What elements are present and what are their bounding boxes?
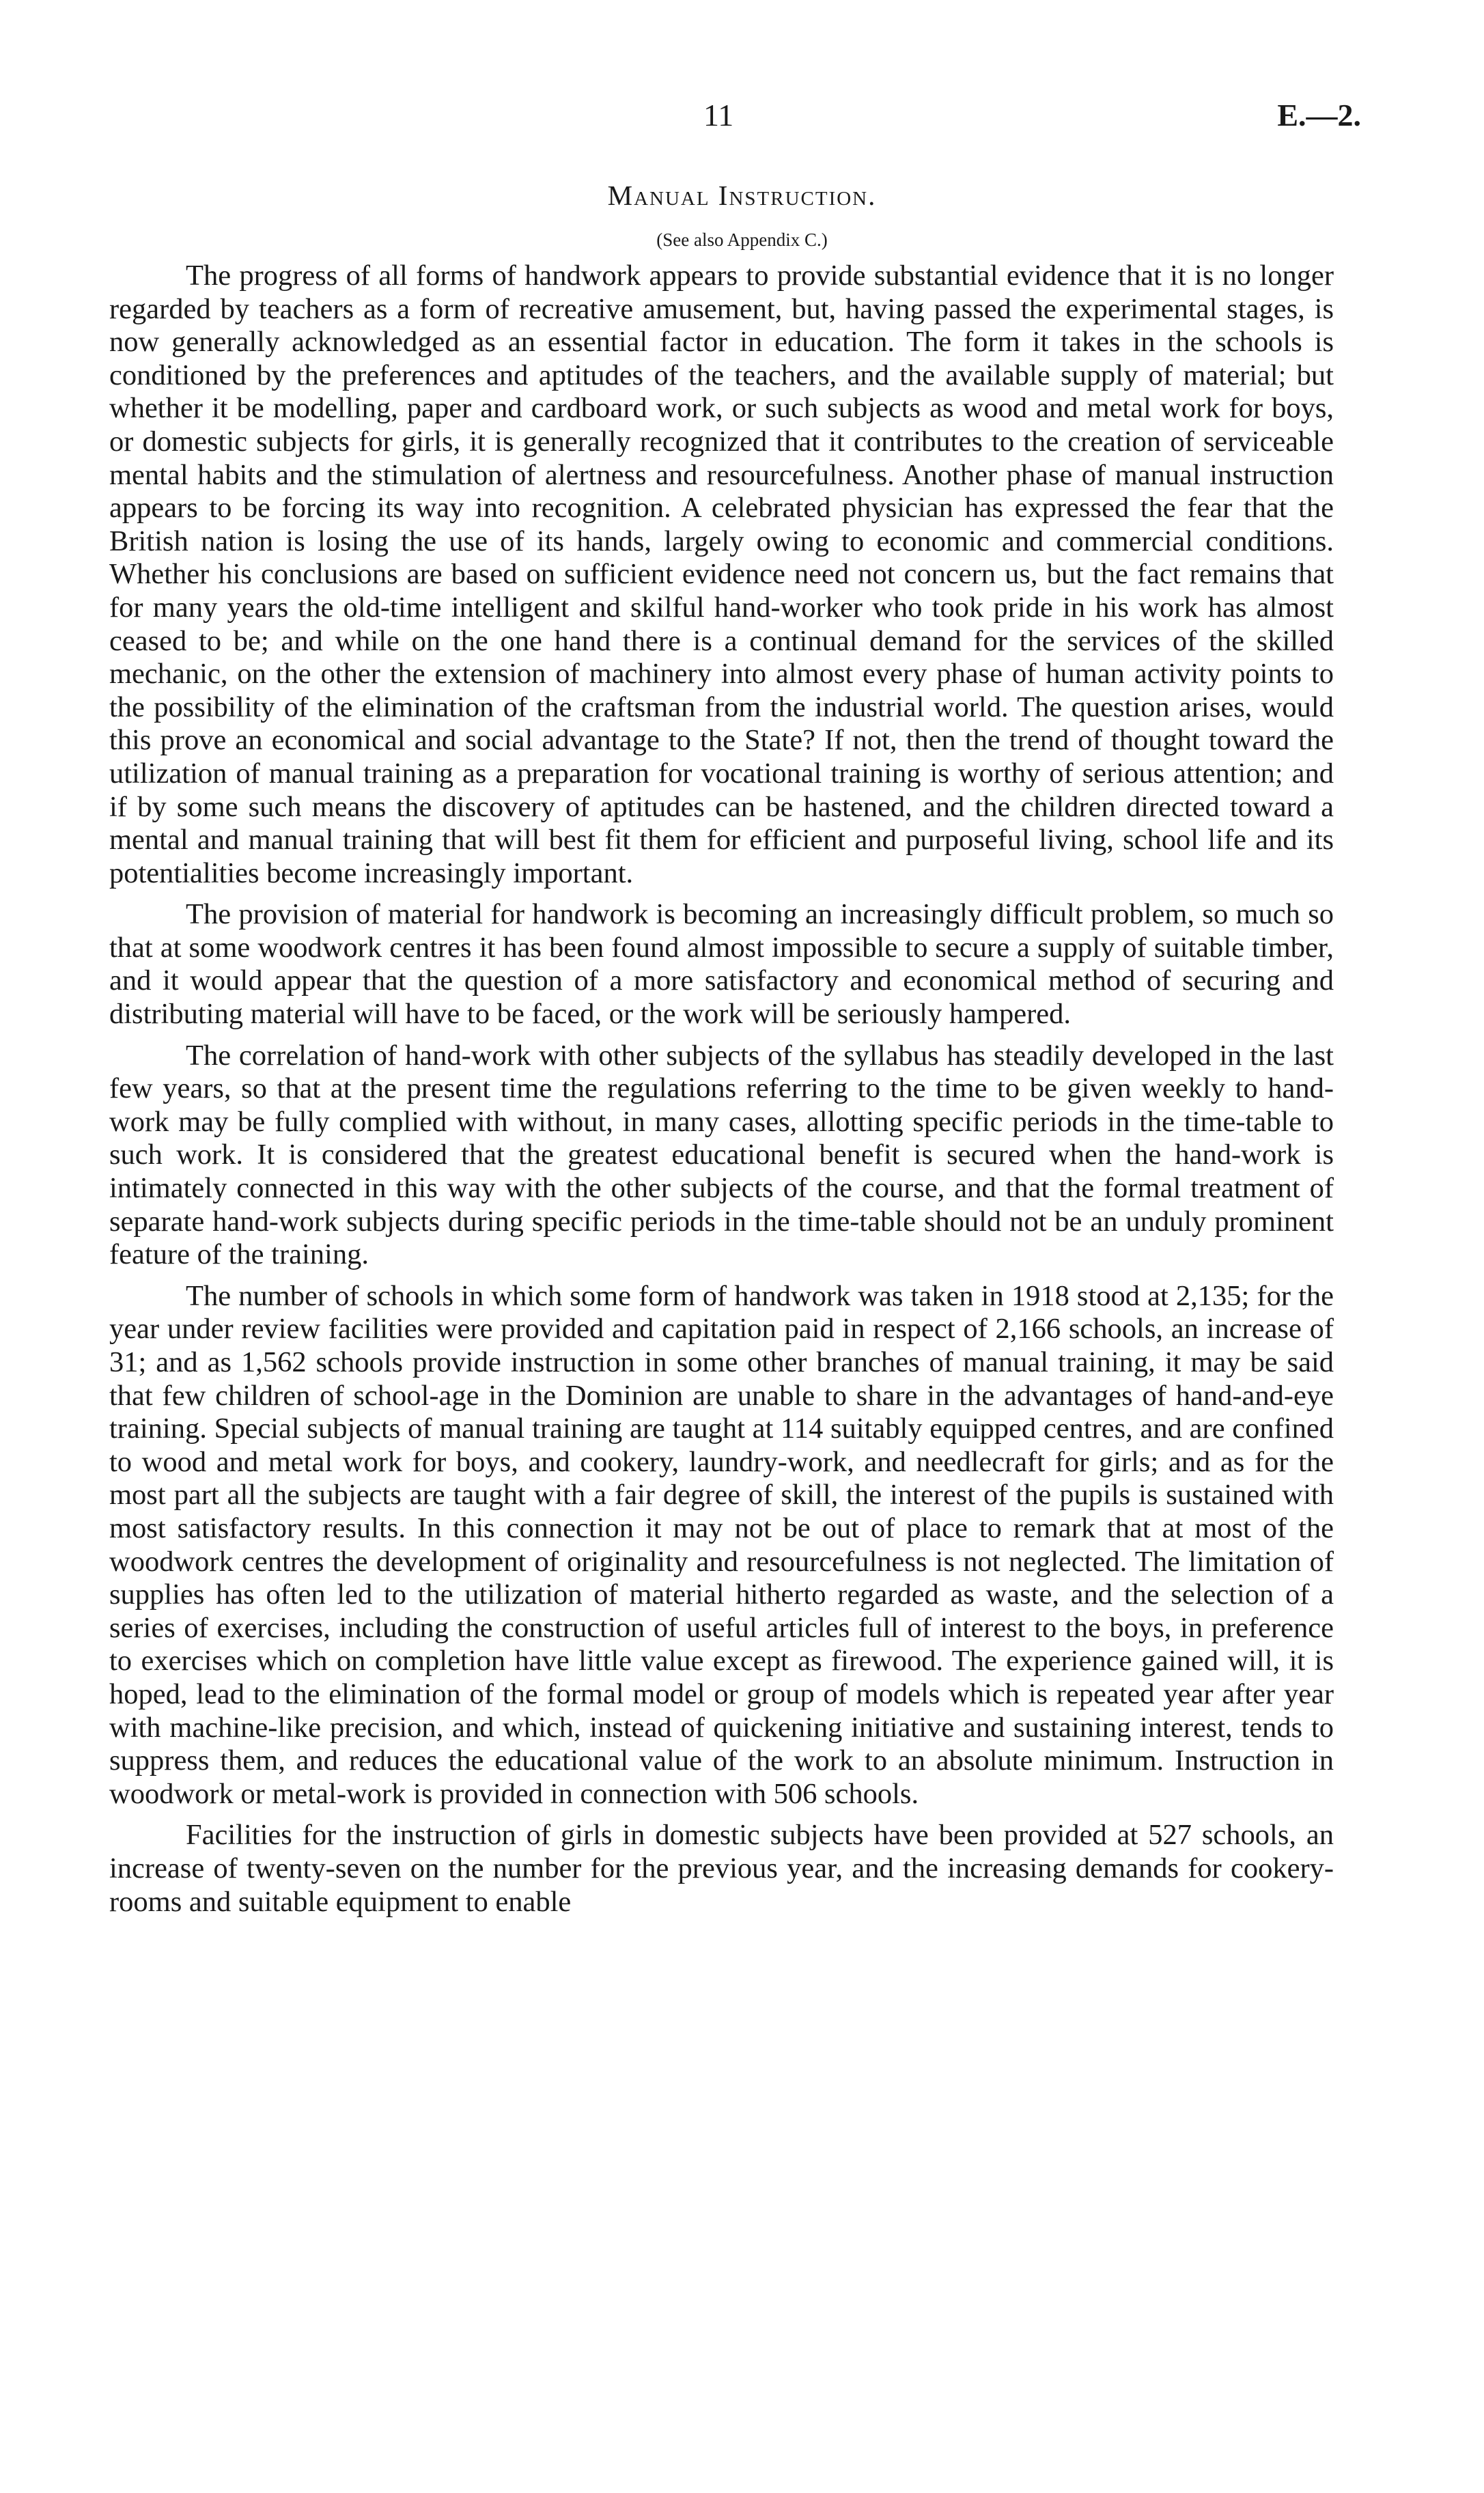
document-reference: E.—2. [1277, 98, 1361, 133]
body-text [109, 260, 1334, 1927]
paragraph: The number of schools in which some form of handwork was taken in 1918 stood at 2,135; for the year under review facilities were provided and capitation paid in respect of 2,166 schools, an increase of 31; and as 1,562 schools provide instruction in some other branches of manual training, it may be said that few children of school-age in the Dominion are unable to share in the advantages of hand-and-eye training. Special subjects of manual training are taught at 114 suitably equipped centres, and are confined to wood and metal work for boys, and cookery, laundry-work, and needlecraft for girls; and as for the most part all the subjects are taught with a fair degree of skill, the interest of the pupils is sustained with most satisfactory results. In this connection it may not be out of place to remark that at most of the woodwork centres the development of originality and resourcefulness is not neglected. The limitation of supplies has often led to the utilization of material hitherto regarded as waste, and the selection of a series of exercises, including the construction of useful articles full of interest to the boys, in preference to exercises which on completion have little value except as firewood. The experience gained will, it is hoped, lead to the elimination of the formal model or group of models which is repeated year after year with machine-like precision, and which, instead of quickening initiative and sustaining interest, tends to suppress them, and reduces the educational value of the work to an absolute minimum. Instruction in woodwork or metal-work is provided in connection with 506 schools. [109, 1279, 1334, 1810]
paragraph: The provision of material for handwork is becoming an increasingly difficult problem, so much so that at some woodwork centres it has been found almost impossible to secure a supply of suitable timber, and it would appear that the question of a more satisfactory and economical method of securing and distributing material will have to be faced, or the work will be seriously hampered. [109, 898, 1334, 1031]
page-number: 11 [703, 98, 734, 133]
paragraph: Facilities for the instruction of girls in domestic subjects have been provided at 527 schools, an increase of twenty-seven on the number for the previous year, and the increasing demands for cookery-rooms and suitable equipment to enable [109, 1819, 1334, 1918]
paragraph: The progress of all forms of handwork appears to provide substantial evidence that it is no longer regarded by teachers as a form of recreative amusement, but, having passed the experimental stages, is now generally acknowledged as an essential factor in education. The form it takes in the schools is conditioned by the preferences and aptitudes of the teachers, and the available supply of material; but whether it be modelling, paper and cardboard work, or such subjects as wood and metal work for boys, or domestic subjects for girls, it is generally recognized that it contributes to the creation of serviceable mental habits and the stimulation of alertness and resourcefulness. Another phase of manual instruction appears to be forcing its way into recognition. A celebrated physician has expressed the fear that the British nation is losing the use of its hands, largely owing to economic and commercial conditions. Whether his conclusions are based on sufficient evidence need not concern us, but the fact remains that for many years the old-time intelligent and skilful hand-worker who took pride in his work has almost ceased to be; and while on the one hand there is a continual demand for the services of the skilled mechanic, on the other the extension of machinery into almost every phase of human activity points to the possibility of the elimination of the craftsman from the industrial world. The question arises, would this prove an economical and social advantage to the State? If not, then the trend of thought toward the utilization of manual training as a preparation for vocational training is worthy of serious attention; and if by some such means the discovery of aptitudes can be hastened, and the children directed toward a mental and manual training that will best fit them for efficient and purposeful living, school life and its potentialities become increasingly important. [109, 260, 1334, 889]
paragraph: The correlation of hand-work with other subjects of the syllabus has steadily developed in the last few years, so that at the present time the regulations referring to the time to be given weekly to hand-work may be fully complied with without, in many cases, allotting specific periods in the time-table to such work. It is considered that the greatest educational benefit is secured when the hand-work is intimately connected in this way with the other subjects of the course, and that the formal treatment of separate hand-work subjects during specific periods in the time-table should not be an unduly prominent feature of the training. [109, 1039, 1334, 1271]
section-title: Manual Instruction. [607, 180, 877, 211]
section-subtitle: (See also Appendix C.) [656, 229, 828, 250]
